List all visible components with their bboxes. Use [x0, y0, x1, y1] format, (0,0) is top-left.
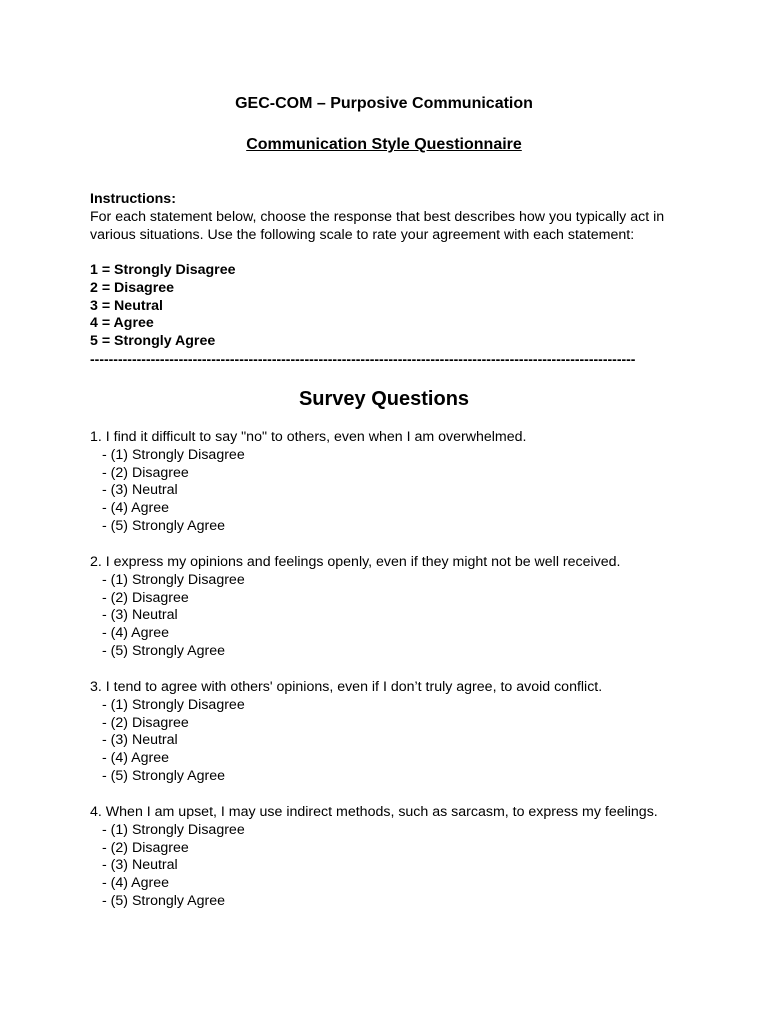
section-title: Survey Questions [298, 388, 470, 410]
rating-scale [90, 262, 690, 351]
document-page [90, 0, 690, 1024]
answer-option: - (5) Strongly Agree [102, 517, 226, 534]
answer-option: - (1) Strongly Disagree [102, 446, 245, 463]
answer-option: - (2) Disagree [102, 464, 189, 481]
answer-option: - (5) Strongly Agree [102, 892, 226, 909]
answer-option: - (5) Strongly Agree [102, 767, 226, 784]
question-text: 4. When I am upset, I may use indirect methods, such as sarcasm, to express my feelings. [90, 804, 658, 820]
answer-option: - (3) Neutral [102, 607, 178, 624]
instructions-block [90, 190, 690, 244]
answer-option: - (4) Agree [102, 500, 170, 517]
question-item [90, 429, 690, 536]
scale-item: 2 = Disagree [90, 279, 174, 296]
instructions-heading: Instructions: [90, 191, 176, 207]
answer-option: - (2) Disagree [102, 714, 189, 731]
answer-option: - (4) Agree [102, 750, 170, 767]
answer-option: - (2) Disagree [102, 839, 189, 856]
scale-item: 5 = Strongly Agree [90, 333, 216, 350]
dashed-divider: --------------------------------------------------------------------------------------------------------------------- [90, 351, 636, 367]
answer-option: - (1) Strongly Disagree [102, 571, 245, 588]
answer-option: - (4) Agree [102, 625, 170, 642]
scale-item: 1 = Strongly Disagree [90, 262, 236, 278]
answer-option: - (3) Neutral [102, 482, 178, 499]
answer-option: - (2) Disagree [102, 589, 189, 606]
answer-option: - (1) Strongly Disagree [102, 696, 245, 713]
scale-item: 4 = Agree [90, 315, 154, 332]
answer-option: - (5) Strongly Agree [102, 642, 226, 659]
question-text: 3. I tend to agree with others' opinions, even if I don’t truly agree, to avoid conflict. [90, 679, 603, 695]
instructions-text: For each statement below, choose the response that best describes how you typically act in various situations. Use the following scale to rate your agreement with each statement: [90, 209, 665, 243]
document-title: Communication Style Questionnaire [246, 136, 522, 153]
question-item [90, 679, 690, 786]
answer-option: - (1) Strongly Disagree [102, 821, 245, 838]
question-item [90, 804, 690, 911]
answer-option: - (4) Agree [102, 875, 170, 892]
course-title: GEC-COM – Purposive Communication [235, 95, 533, 112]
answer-option: - (3) Neutral [102, 732, 178, 749]
question-text: 1. I find it difficult to say "no" to others, even when I am overwhelmed. [90, 429, 527, 445]
answer-option: - (3) Neutral [102, 857, 178, 874]
question-text: 2. I express my opinions and feelings openly, even if they might not be well received. [90, 554, 621, 570]
scale-item: 3 = Neutral [90, 297, 163, 314]
question-item [90, 554, 690, 661]
